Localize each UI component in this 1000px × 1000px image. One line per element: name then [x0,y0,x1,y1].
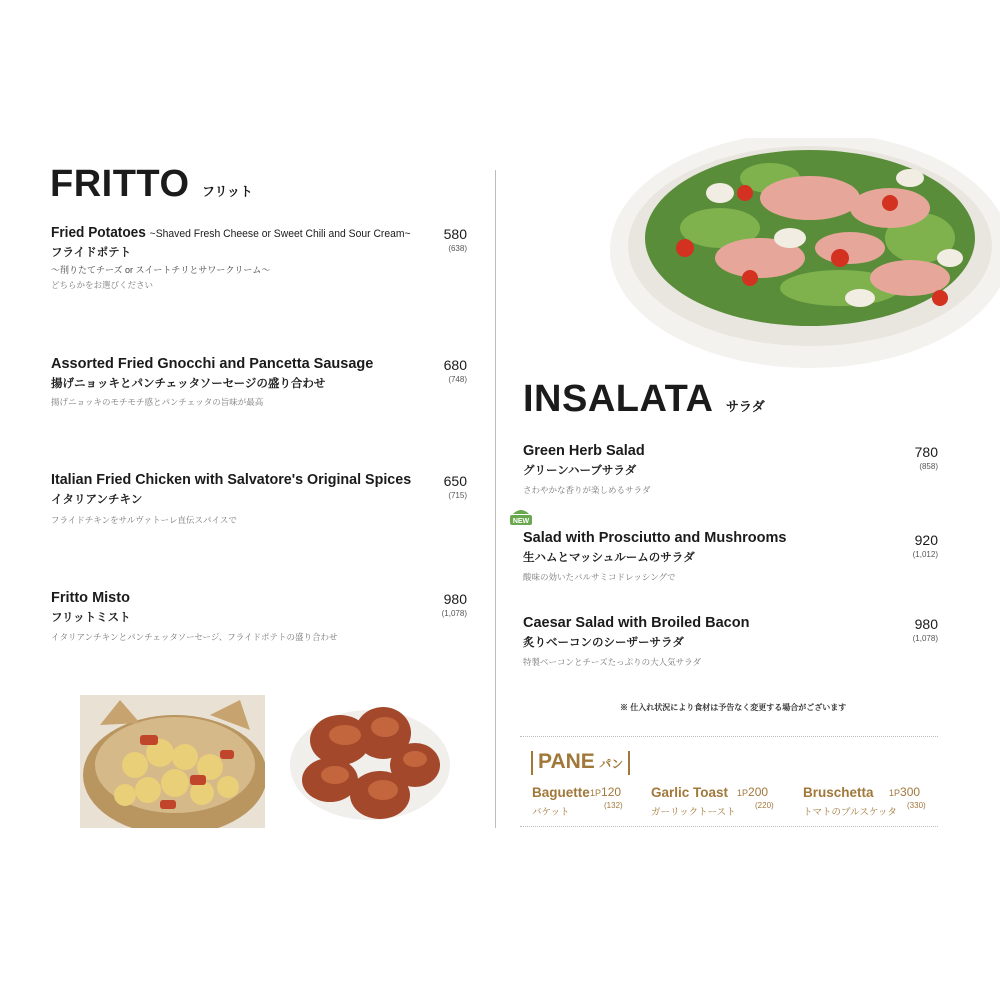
pane-item-bruschetta [803,784,933,818]
pane-item-price-value: 200 [748,785,769,799]
pane-item-name: Baguette [532,785,590,800]
pane-bottom-border [520,826,938,827]
pane-item-tax: (132) [604,801,623,810]
insalata-title-jp: サラダ [725,399,765,414]
menu-item-prosciutto-mushroom-salad [523,530,786,583]
gnocchi-basket-photo [80,695,265,828]
pane-item-jp: バケット [532,807,570,818]
item-description: どちらかをお選びください [51,280,154,290]
fritto-header [50,163,253,206]
item-price: 680 [443,357,467,373]
item-jp-name: フリットミスト [51,612,131,624]
item-price: 980 [914,616,938,632]
item-price-tax: (1,078) [912,634,938,643]
item-jp-name: イタリアンチキン [51,494,143,506]
menu-item-fritto-misto [51,590,337,643]
new-leaf-icon [509,508,533,526]
pane-item-tax: (220) [755,801,774,810]
pane-item-price [737,785,768,799]
menu-item-fried-gnocchi [51,356,373,408]
menu-item-italian-fried-chicken [51,472,416,526]
ingredient-notice: ※ 仕入れ状況により食材は予告なく変更する場合がございます [620,703,847,712]
item-jp-name: 炙りベーコンのシーザーサラダ [523,637,684,649]
pane-right-bar [628,751,630,775]
item-jp-name: 生ハムとマッシュルームのサラダ [523,552,695,564]
fritto-title: FRITTO [50,163,190,205]
item-name: Salad with Prosciutto and Mushrooms [523,530,787,546]
item-price-tax: (748) [448,375,467,384]
pane-header [538,750,623,774]
pane-item-jp: トマトのブルスケッタ [803,807,897,818]
item-price-tax: (1,078) [441,609,467,618]
item-price-tax: (858) [919,462,938,471]
pane-left-bar [531,751,533,775]
item-price: 650 [443,473,467,489]
pane-item-unit: 1P [737,788,749,798]
pane-item-price-value: 120 [601,785,622,799]
item-jp-subtitle: ～削りたてチーズ or スイートチリとサワークリーム～ [51,265,271,275]
item-jp-name: グリーンハーブサラダ [523,465,637,477]
pane-item-unit: 1P [889,788,901,798]
item-name: Green Herb Salad [523,443,645,459]
item-name: Caesar Salad with Broiled Bacon [523,615,750,631]
fried-chicken-photo [275,695,460,828]
item-price: 980 [443,591,467,607]
item-name: Assorted Fried Gnocchi and Pancetta Sausage [51,356,374,372]
item-description: フライドチキンをサルヴァトーレ直伝スパイスで [51,515,237,525]
item-description: 酸味の効いたバルサミコドレッシングで [523,572,676,582]
salad-bowl-photo [610,138,1000,378]
pane-title-jp: パン [599,757,624,771]
item-description: さわやかな香りが楽しめるサラダ [523,485,651,495]
menu-item-fried-potatoes [51,225,433,291]
menu-item-caesar-salad [523,615,749,668]
pane-item-name: Garlic Toast [651,785,729,800]
item-name-text: Fried Potatoes [51,225,146,241]
page-divider [495,170,496,828]
pane-title: PANE [538,750,595,773]
fritto-title-jp: フリット [201,184,253,199]
insalata-title: INSALATA [523,378,714,420]
pane-item-jp: ガーリックトースト [651,807,736,818]
pane-item-price [889,785,920,799]
item-name [51,225,411,241]
item-jp-name: 揚げニョッキとパンチェッタソーセージの盛り合わせ [51,378,326,390]
pane-item-baguette [532,784,627,818]
item-price: 580 [443,226,467,242]
item-subtitle: ~Shaved Fresh Cheese or Sweet Chili and Sour Cream~ [149,228,411,240]
menu-item-green-herb-salad [523,443,650,496]
new-badge-label: NEW [512,518,530,525]
item-price-tax: (1,012) [912,550,938,559]
item-name: Italian Fried Chicken with Salvatore's Original Spices [51,472,412,488]
item-price-tax: (638) [448,244,467,253]
pane-item-name: Bruschetta [803,785,874,800]
pane-item-garlic-toast [651,784,781,818]
pane-item-tax: (330) [907,801,926,810]
pane-top-border [520,736,938,737]
item-price-tax: (715) [448,491,467,500]
item-description: イタリアンチキンとパンチェッタソーセージ、フライドポテトの盛り合わせ [51,632,338,642]
item-price: 920 [914,532,938,548]
pane-item-price [590,785,621,799]
item-jp-name: フライドポテト [51,247,132,259]
insalata-header [523,378,765,421]
item-description: 特製ベーコンとチーズたっぷりの大人気サラダ [523,657,701,667]
pane-item-unit: 1P [590,788,602,798]
pane-item-price-value: 300 [900,785,921,799]
item-description: 揚げニョッキのモチモチ感とパンチェッタの旨味が最高 [51,397,264,407]
item-price: 780 [914,444,938,460]
item-name: Fritto Misto [51,590,130,606]
